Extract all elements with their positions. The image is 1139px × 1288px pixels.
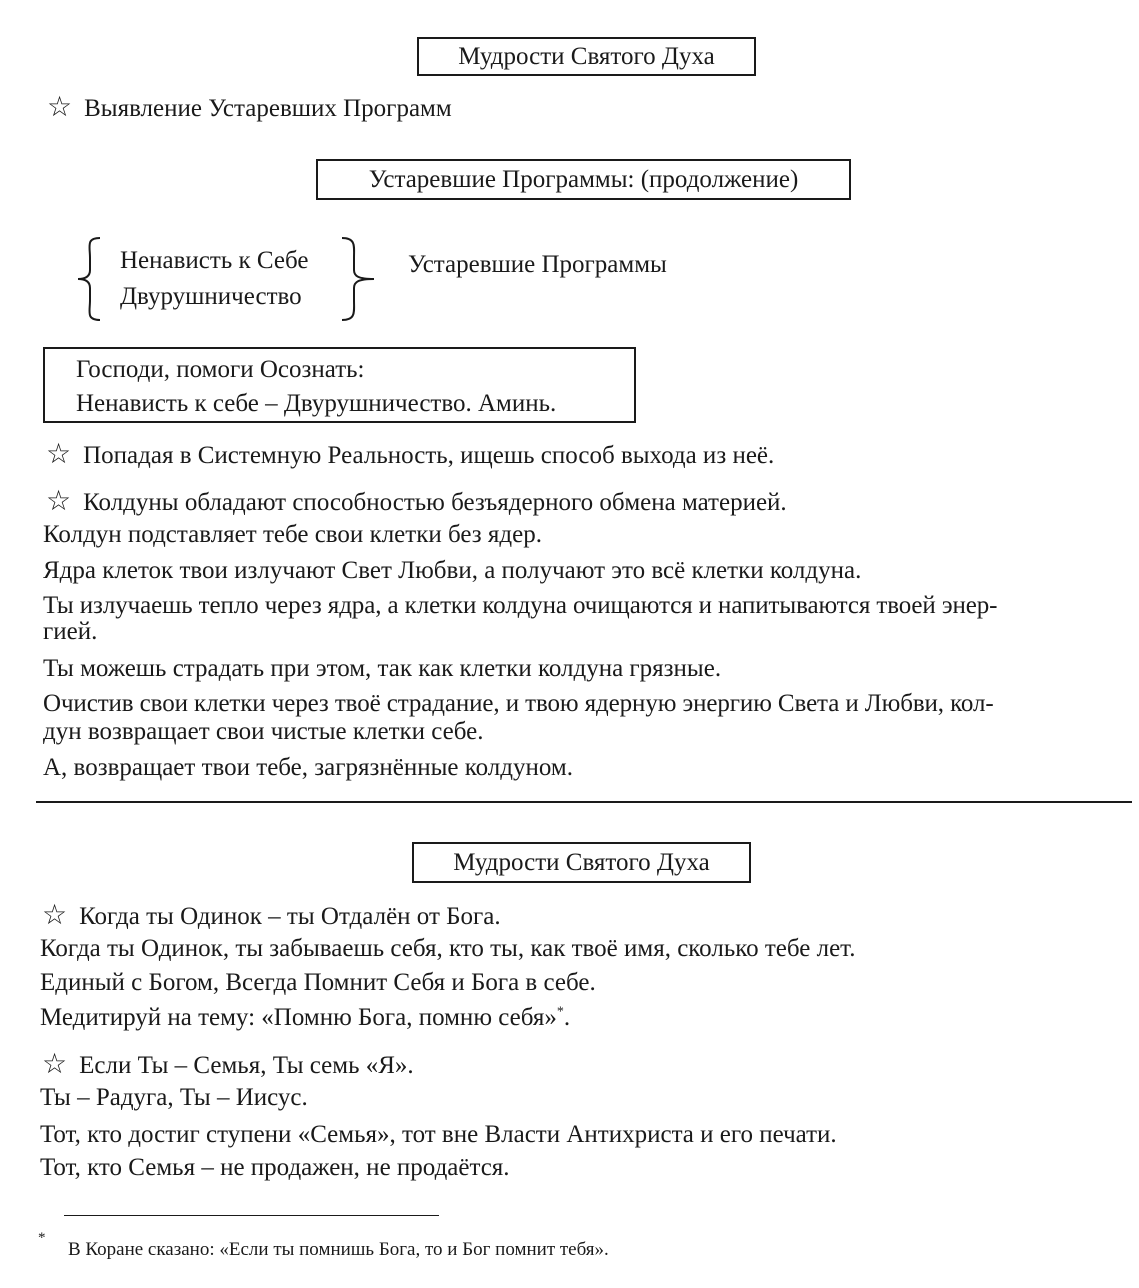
brace-item: Ненависть к Себе	[120, 247, 309, 274]
star-item: ☆ Попадая в Системную Реальность, ищешь способ выхода из неё.	[46, 439, 775, 470]
footnote-rule	[64, 1215, 439, 1216]
star-outline-icon: ☆	[47, 92, 73, 123]
paragraph-line: Ядра клеток твои излучают Свет Любви, а получают это всё клетки колдуна.	[43, 557, 862, 584]
section-title-box	[417, 37, 756, 76]
paragraph-line: Когда ты Одинок, ты забываешь себя, кто ты, как твоё имя, сколько тебе лет.	[40, 935, 856, 962]
star-outline-icon: ☆	[42, 1049, 68, 1080]
prayer-line: Ненависть к себе – Двурушничество. Аминь.	[76, 390, 557, 417]
paragraph-line: гией.	[43, 618, 98, 645]
paragraph-line: Ты – Радуга, Ты – Иисус.	[40, 1084, 308, 1111]
subtitle: Устаревшие Программы: (продолжение)	[368, 166, 799, 193]
star-item: ☆ Выявление Устаревших Программ	[47, 92, 452, 123]
star-outline-icon: ☆	[46, 486, 72, 517]
paragraph-line: Ты можешь страдать при этом, так как клетки колдуна грязные.	[43, 655, 722, 682]
subtitle-box	[316, 159, 851, 200]
brace-label: Устаревшие Программы	[408, 251, 667, 278]
paragraph-line: дун возвращает свои чистые клетки себе.	[43, 718, 484, 745]
footnote-text: В Коране сказано: «Если ты помнишь Бога, то и Бог помнит тебя».	[68, 1239, 609, 1260]
footnote-marker: *	[556, 1004, 564, 1020]
section-title: Мудрости Святого Духа	[458, 43, 715, 70]
section-title: Мудрости Святого Духа	[453, 849, 710, 876]
section-title-box	[412, 842, 751, 883]
paragraph-line: Колдун подставляет тебе свои клетки без ядер.	[43, 521, 542, 548]
star-outline-icon: ☆	[42, 900, 68, 931]
star-outline-icon: ☆	[46, 439, 72, 470]
star-item: ☆ Колдуны обладают способностью безъядерного обмена материей.	[46, 486, 787, 517]
brace-item: Двурушничество	[120, 283, 302, 310]
star-item: ☆ Когда ты Одинок – ты Отдалён от Бога.	[42, 900, 501, 931]
curly-brace-close-icon	[340, 236, 376, 322]
section-divider	[36, 801, 1132, 803]
paragraph-line: Ты излучаешь тепло через ядра, а клетки колдуна очищаются и напитываются твоей энер-	[43, 592, 998, 619]
paragraph-line: Медитируй на тему: «Помню Бога, помню себя»*.	[40, 1004, 571, 1031]
footnote-mark: *	[38, 1230, 46, 1246]
paragraph-line: Тот, кто достиг ступени «Семья», тот вне Власти Антихриста и его печати.	[40, 1121, 837, 1148]
curly-brace-open-icon	[74, 236, 104, 322]
paragraph-line: Единый с Богом, Всегда Помнит Себя и Бога в себе.	[40, 969, 596, 996]
prayer-box	[43, 347, 636, 423]
paragraph-line: А, возвращает твои тебе, загрязнённые колдуном.	[43, 754, 573, 781]
star-item: ☆ Если Ты – Семья, Ты семь «Я».	[42, 1049, 414, 1080]
prayer-line: Господи, помоги Осознать:	[76, 356, 365, 383]
paragraph-line: Очистив свои клетки через твоё страдание, и твою ядерную энергию Света и Любви, кол-	[43, 690, 994, 717]
paragraph-line: Тот, кто Семья – не продажен, не продаётся.	[40, 1154, 510, 1181]
